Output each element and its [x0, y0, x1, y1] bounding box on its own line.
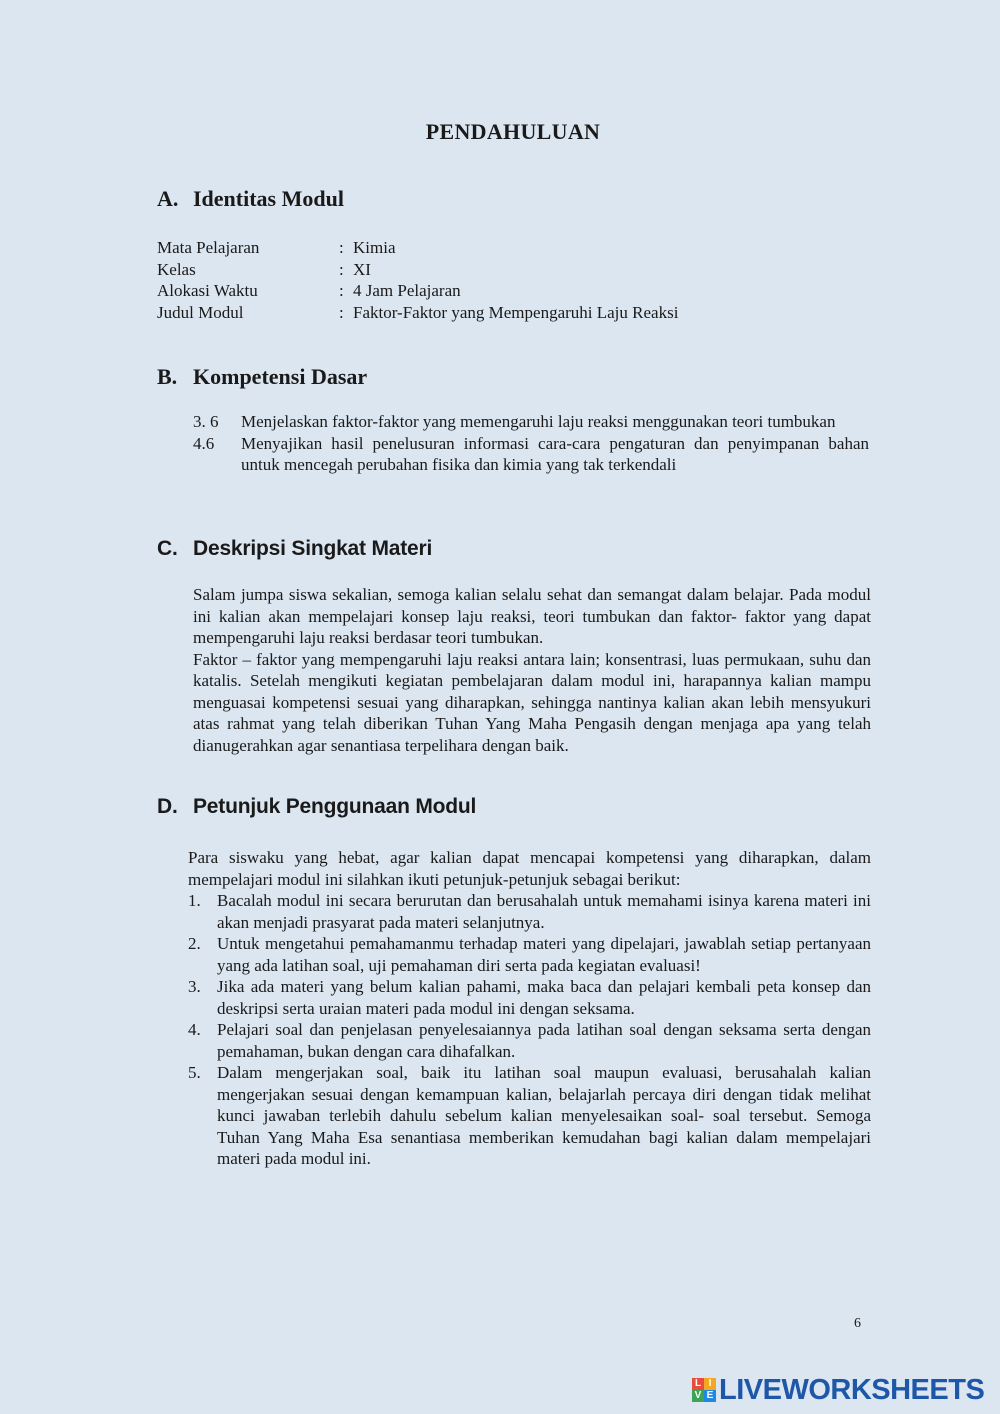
liveworksheets-logo-text: LIVEWORKSHEETS — [719, 1373, 985, 1406]
identity-value: 4 Jam Pelajaran — [353, 281, 461, 300]
step-text: Untuk mengetahui pemahamanmu terhadap materi yang dipelajari, jawablah setiap pertanyaan yang ada latihan soal, uji pemahaman diri serta pada kegiatan evaluasi! — [217, 934, 871, 975]
instructions-intro: Para siswaku yang hebat, agar kalian dapat mencapai kompetensi yang diharapkan, dalam mempelajari modul ini silahkan ikuti petunjuk-petunjuk sebagai berikut: — [188, 848, 871, 889]
page-number: 6 — [854, 1316, 861, 1331]
logo-icon-cell: L — [692, 1378, 704, 1390]
identity-label: Alokasi Waktu — [157, 281, 258, 300]
usage-instructions — [188, 847, 871, 1170]
instruction-step — [188, 1019, 871, 1062]
section-a-title: Identitas Modul — [193, 186, 344, 211]
description-paragraph: Salam jumpa siswa sekalian, semoga kalian selalu sehat dan semangat dalam belajar. Pada modul ini kalian akan mempelajari konsep laju reaksi, teori tumbukan dan faktor- faktor yang dapat mempengaruhi laju reaksi berdasar teori tumbukan. — [193, 585, 871, 647]
step-text: Jika ada materi yang belum kalian pahami, maka baca dan pelajari kembali peta konsep dan deskripsi serta uraian materi pada modul ini dengan seksama. — [217, 977, 871, 1018]
identity-label: Kelas — [157, 259, 196, 279]
step-text: Bacalah modul ini secara berurutan dan berusahalah untuk memahami isinya karena materi ini akan menjadi prasyarat pada materi selanjutnya. — [217, 891, 871, 932]
identity-row — [157, 302, 678, 324]
section-d-title: Petunjuk Penggunaan Modul — [193, 795, 477, 818]
step-number: 1. — [188, 891, 201, 910]
logo-icon-cell: E — [704, 1390, 716, 1402]
competency-list — [193, 411, 869, 476]
logo-icon-cell: V — [692, 1390, 704, 1402]
instruction-step — [188, 976, 871, 1019]
identity-colon: : — [339, 238, 344, 257]
section-a-letter: A. — [157, 186, 179, 211]
section-c-title: Deskripsi Singkat Materi — [193, 537, 433, 560]
identity-colon: : — [339, 302, 344, 322]
step-text: Dalam mengerjakan soal, baik itu latihan soal maupun evaluasi, berusahalah kalian mengerjakan sesuai dengan kemampuan kalian, belajarlah percaya diri dengan tidak melihat kunci jawaban terlebih dahulu sebelum kalian menyelesaikan soal- soal tersebut. Semoga Tuhan Yang Maha Esa senantiasa memberikan kemudahan bagi kalian dalam mempelajari materi pada modul ini. — [217, 1063, 871, 1168]
step-number: 4. — [188, 1020, 201, 1039]
competency-item — [193, 433, 869, 476]
competency-number: 3. 6 — [193, 412, 219, 431]
section-c-letter: C. — [157, 537, 178, 560]
identity-value: Faktor-Faktor yang Mempengaruhi Laju Reaksi — [353, 302, 679, 322]
instruction-steps — [188, 890, 871, 1170]
identity-colon: : — [339, 281, 344, 300]
step-text: Pelajari soal dan penjelasan penyelesaiannya pada latihan soal dengan seksama serta dengan pemahaman, bukan dengan cara dihafalkan. — [217, 1020, 871, 1061]
section-d-heading — [157, 795, 476, 819]
instruction-step — [188, 1062, 871, 1170]
section-a-heading — [157, 186, 344, 212]
competency-item — [193, 411, 869, 433]
competency-text: Menyajikan hasil penelusuran informasi cara-cara pengaturan dan penyimpanan bahan untuk mencegah perubahan fisika dan kimia yang tak terkendali — [241, 433, 869, 474]
identity-label: Mata Pelajaran — [157, 238, 260, 257]
instruction-step — [188, 933, 871, 976]
step-number: 5. — [188, 1063, 201, 1082]
material-description — [193, 584, 871, 756]
section-c-heading — [157, 537, 432, 561]
section-b-letter: B. — [157, 364, 178, 389]
section-b-heading — [157, 364, 367, 390]
step-number: 2. — [188, 934, 201, 953]
competency-text: Menjelaskan faktor-faktor yang memengaruhi laju reaksi menggunakan teori tumbukan — [241, 412, 836, 431]
section-d-letter: D. — [157, 795, 178, 818]
module-identity-table — [157, 237, 678, 323]
identity-value: Kimia — [353, 238, 396, 257]
identity-label: Judul Modul — [157, 302, 244, 322]
description-paragraph: Faktor – faktor yang mempengaruhi laju reaksi antara lain; konsentrasi, luas permukaan, suhu dan katalis. Setelah mengikuti kegiatan pembelajaran dalam modul ini, harapannya kalian mampu menguasai kompetensi sesuai yang diharapkan, sehingga nantinya kalian akan lebih mensyukuri atas rahmat yang telah diberikan Tuhan Yang Maha Pengasih dengan menjaga apa yang telah dianugerahkan agar senantiasa terpelihara dengan baik. — [193, 649, 871, 755]
section-b-title: Kompetensi Dasar — [193, 364, 368, 389]
identity-colon: : — [339, 259, 344, 279]
identity-row — [157, 259, 678, 281]
identity-row — [157, 280, 678, 302]
liveworksheets-logo-icon — [692, 1378, 716, 1402]
step-number: 3. — [188, 977, 201, 996]
instruction-step — [188, 890, 871, 933]
logo-icon-cell: I — [704, 1378, 716, 1390]
identity-value: XI — [353, 259, 371, 279]
competency-number: 4.6 — [193, 433, 215, 453]
page-title: PENDAHULUAN — [425, 119, 601, 144]
identity-row — [157, 237, 678, 259]
liveworksheets-logo[interactable] — [692, 1373, 984, 1407]
